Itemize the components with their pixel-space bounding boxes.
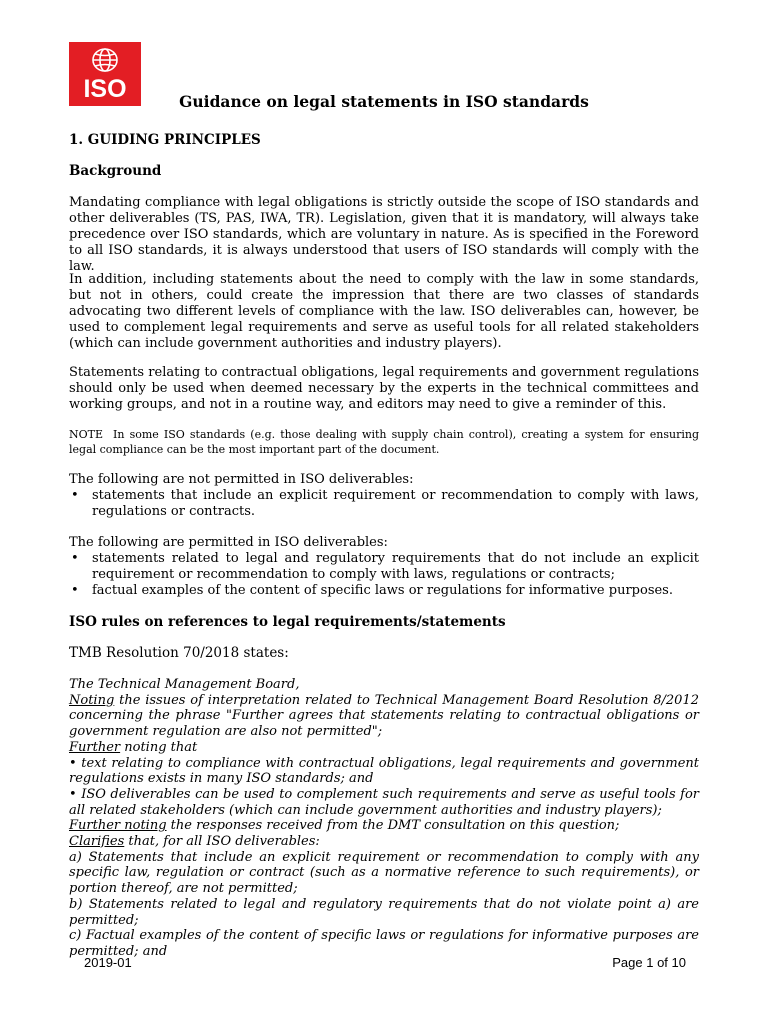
resolution-item-b: b) Statements related to legal and regulatory requirements that do not violate point a) are permitted; — [69, 896, 699, 928]
document-title: Guidance on legal statements in ISO standards — [179, 92, 589, 111]
note — [69, 427, 699, 457]
section-heading: 1. GUIDING PRINCIPLES — [69, 132, 261, 148]
resolution-line-1: The Technical Management Board, — [69, 677, 300, 692]
paragraph-3-text: Statements relating to contractual obligations, legal requirements and government regulations should only be used when deemed necessary by the experts in the technical committees and working groups, and not in a routine way, and editors may need to give a reminder of this. — [69, 365, 699, 412]
further-text: noting that — [120, 739, 198, 755]
list-item: • statements that include an explicit requirement or recommendation to comply with laws, regulations or contracts. — [69, 488, 699, 520]
further-noting-label: Further noting — [69, 818, 167, 834]
not-permitted-list — [69, 488, 699, 520]
further-noting-text: the responses received from the DMT consultation on this question; — [166, 818, 620, 834]
footer-date: 2019-01 — [84, 955, 132, 970]
resolution-text — [69, 677, 699, 960]
not-permitted-section — [69, 472, 699, 520]
paragraph-3 — [69, 365, 699, 413]
noting-text: the issues of interpretation related to Technical Management Board Resolution 8/2012 concerning the phrase "Further agrees that statements relating to contractual obligations or government regulation are also not permitted"; — [69, 692, 699, 740]
permitted-heading: The following are permitted in ISO deliverables: — [69, 535, 388, 550]
further-label: Further — [69, 739, 121, 755]
resolution-bullet-1: • text relating to compliance with contractual obligations, legal requirements and government regulations exists in many ISO standards; and — [69, 755, 699, 787]
resolution-item-c: c) Factual examples of the content of specific laws or regulations for informative purposes are permitted; and — [69, 928, 699, 959]
resolution-item-a: a) Statements that include an explicit requirement or recommendation to comply with any specific law, regulation or contract (such as a normative reference to such requirements), or portion thereof, are not permitted; — [69, 849, 699, 897]
permitted-list — [69, 551, 699, 599]
tmb-heading: TMB Resolution 70/2018 states: — [69, 645, 289, 661]
note-label: NOTE — [69, 428, 104, 441]
paragraph-2-text: In addition, including statements about the need to comply with the law in some standards, but not in others, could create the impression that there are two classes of standards advocating two different levels of compliance with the law. ISO deliverables can, however, be used to complement legal requirements and serve as useful tools for all related stakeholders (which can include government authorities and industry players). — [69, 272, 699, 351]
paragraph-1 — [69, 195, 699, 275]
note-text: In some ISO standards (e.g. those dealing with supply chain control), creating a system for ensuring legal compliance can be the most important part of the document. — [69, 428, 699, 456]
clarifies-text: that, for all ISO deliverables: — [124, 834, 320, 850]
resolution-further-noting — [69, 818, 699, 834]
clarifies-label: Clarifies — [69, 834, 125, 850]
resolution-bullet-2: • ISO deliverables can be used to complement such requirements and serve as useful tools for all related stakeholders (which can include government authorities and industry players); — [69, 786, 699, 818]
paragraph-1-text: Mandating compliance with legal obligations is strictly outside the scope of ISO standards and other deliverables (TS, PAS, IWA, TR). Legislation, given that it is mandatory, will always take precedence over ISO standards, which are voluntary in nature. As is specified in the Foreword to all ISO standards, it is always understood that users of ISO standards will comply with the law. — [69, 195, 699, 274]
list-item: • statements related to legal and regulatory requirements that do not include an explicit requirement or recommendation to comply with laws, regulations or contracts; — [69, 551, 699, 583]
logo-text: ISO — [83, 75, 127, 103]
background-heading: Background — [69, 163, 162, 179]
not-permitted-heading: The following are not permitted in ISO deliverables: — [69, 472, 414, 487]
list-item: • factual examples of the content of specific laws or regulations for informative purposes. — [69, 583, 699, 599]
rules-heading: ISO rules on references to legal requirements/statements — [69, 614, 506, 630]
resolution-further — [69, 740, 699, 756]
footer-page-number: Page 1 of 10 — [612, 955, 686, 970]
paragraph-2 — [69, 272, 699, 352]
resolution-clarifies — [69, 834, 699, 850]
noting-label: Noting — [69, 692, 115, 708]
permitted-section — [69, 535, 699, 599]
resolution-noting — [69, 693, 699, 740]
